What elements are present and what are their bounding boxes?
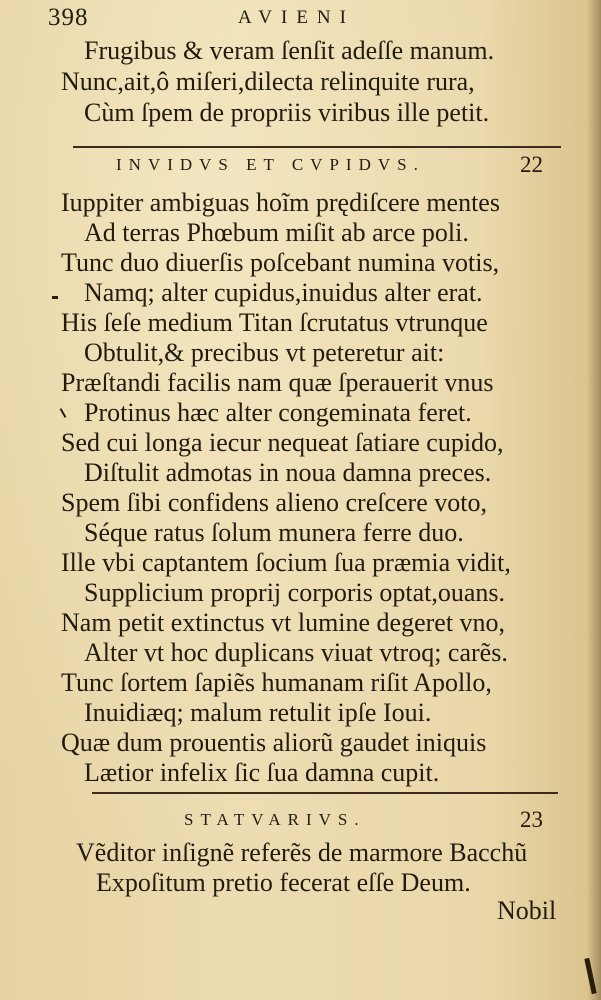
intro-line: Cùm ſpem de propriis viribus ille petit. xyxy=(84,98,490,127)
page-edge-shadow xyxy=(587,0,601,1000)
fable-number: 23 xyxy=(520,807,543,832)
verse-line: Expoſitum pretio fecerat eſſe Deum. xyxy=(96,868,471,897)
verse-line: Ille vbi captantem ſocium ſua præmia vidit, xyxy=(61,548,511,577)
intro-line: Nunc,ait,ô miſeri,dilecta relinquite rura, xyxy=(61,67,475,96)
verse-line: Spem ſibi confidens alieno creſcere voto, xyxy=(61,488,487,517)
margin-mark xyxy=(60,408,67,418)
catchword: Nobil xyxy=(497,896,557,925)
verse-line: Inuidiæq; malum retulit ipſe Ioui. xyxy=(84,698,432,727)
page-number: 398 xyxy=(48,4,89,31)
fable-title: INVIDVS ET CVPIDVS. xyxy=(116,155,425,174)
verse-line: Tunc duo diuerſis poſcebant numina votis, xyxy=(61,248,500,277)
running-title: AVIENI xyxy=(238,7,355,28)
verse-line: Obtulit,& precibus vt peteretur ait: xyxy=(84,338,445,367)
verse-line: Alter vt hoc duplicans viuat vtroq; carẽs. xyxy=(84,638,508,667)
section-divider xyxy=(92,792,558,794)
verse-line: Iuppiter ambiguas hoĩm prędiſcere mentes xyxy=(61,188,500,217)
verse-line: Supplicium proprij corporis optat,ouans. xyxy=(84,578,506,607)
verse-line: Diſtulit admotas in noua damna preces. xyxy=(84,458,492,487)
verse-line: Nam petit extinctus vt lumine degeret vno, xyxy=(61,608,506,637)
verse-line: Lætior infelix ſic ſua damna cupit. xyxy=(84,758,440,787)
fable-number: 22 xyxy=(520,152,543,177)
fable-title: STATVARIVS. xyxy=(184,810,366,829)
verse-line: Namq; alter cupidus,inuidus alter erat. xyxy=(84,278,483,307)
section-divider xyxy=(73,146,561,148)
running-head xyxy=(48,4,558,34)
verse-line: Ad terras Phœbum miſit ab arce poli. xyxy=(84,218,469,247)
margin-mark xyxy=(52,296,58,299)
verse-line: His ſeſe medium Titan ſcrutatus vtrunque xyxy=(61,308,488,337)
verse-line: Séque ratus ſolum munera ferre duo. xyxy=(84,518,464,547)
verse-line: Protinus hæc alter congeminata feret. xyxy=(84,398,472,427)
verse-line: Quæ dum prouentis aliorũ gaudet iniquis xyxy=(61,728,487,757)
verse-line: Tunc ſortem ſapiẽs humanam riſit Apollo, xyxy=(61,668,492,697)
verse-line: Præſtandi facilis nam quæ ſperauerit vnus xyxy=(61,368,494,397)
verse-line: Vẽditor inſignẽ referẽs de marmore Bacchũ xyxy=(76,838,528,867)
verse-line: Sed cui longa iecur nequeat ſatiare cupido, xyxy=(61,428,504,457)
intro-line: Frugibus & veram ſenſit adeſſe manum. xyxy=(84,36,495,65)
